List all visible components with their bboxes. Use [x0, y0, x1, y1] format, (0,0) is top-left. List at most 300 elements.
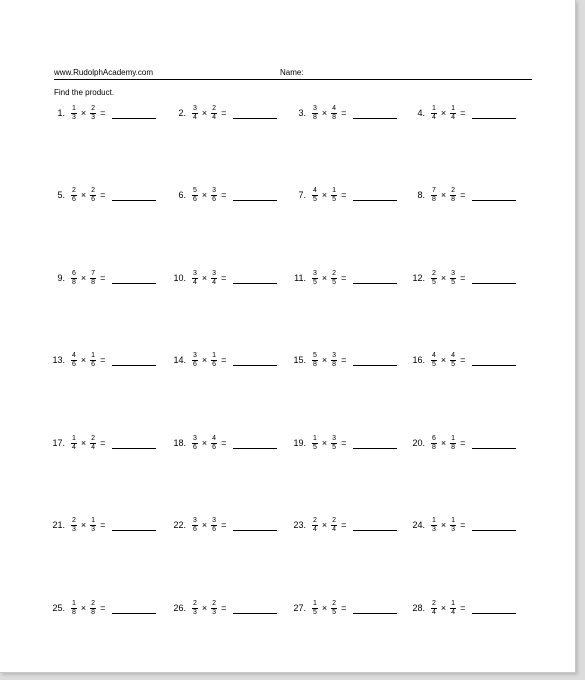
- fraction-b: [331, 600, 337, 617]
- problem-item: [400, 512, 516, 538]
- fraction-b: [450, 270, 456, 287]
- fraction-b: [450, 600, 456, 617]
- denominator: 3: [451, 525, 456, 533]
- fraction-b: [450, 187, 456, 204]
- answer-blank[interactable]: [353, 190, 397, 201]
- fraction-a: [192, 187, 198, 204]
- problem-item: [400, 430, 516, 456]
- denominator: 8: [451, 443, 456, 451]
- numerator: 3: [212, 516, 217, 524]
- numerator: 1: [451, 104, 456, 112]
- denominator: 6: [212, 195, 217, 203]
- equals-sign: =: [221, 355, 227, 365]
- equals-sign: =: [100, 190, 106, 200]
- fraction-a: [431, 270, 437, 287]
- answer-blank[interactable]: [472, 273, 516, 284]
- fraction-b: [450, 105, 456, 122]
- denominator: 6: [72, 360, 76, 368]
- problem-item: [281, 595, 397, 621]
- numerator: 2: [91, 434, 96, 442]
- answer-blank[interactable]: [353, 603, 397, 614]
- numerator: 3: [193, 104, 197, 112]
- problem-item: [161, 595, 277, 621]
- fraction-a: [192, 352, 198, 369]
- denominator: 8: [451, 195, 456, 203]
- problem-number: 17.: [52, 438, 65, 448]
- denominator: 5: [313, 278, 317, 286]
- answer-blank[interactable]: [353, 355, 397, 366]
- times-sign: ×: [440, 438, 447, 448]
- denominator: 8: [313, 113, 317, 121]
- times-sign: ×: [321, 190, 328, 200]
- equals-sign: =: [460, 438, 466, 448]
- equals-sign: =: [221, 603, 227, 613]
- times-sign: ×: [201, 108, 208, 118]
- times-sign: ×: [440, 108, 447, 118]
- problem-grid: [40, 100, 540, 620]
- problem-number: 7.: [298, 190, 306, 200]
- fraction-a: [71, 517, 77, 534]
- equals-sign: =: [341, 273, 347, 283]
- fraction-a: [192, 105, 198, 122]
- denominator: 4: [332, 525, 337, 533]
- numerator: 2: [193, 599, 197, 607]
- numerator: 3: [212, 186, 217, 194]
- numerator: 1: [332, 186, 337, 194]
- denominator: 4: [432, 608, 436, 616]
- equals-sign: =: [460, 273, 466, 283]
- denominator: 8: [72, 278, 76, 286]
- denominator: 5: [332, 278, 337, 286]
- answer-blank[interactable]: [233, 108, 277, 119]
- equals-sign: =: [460, 355, 466, 365]
- denominator: 4: [432, 113, 436, 121]
- times-sign: ×: [321, 520, 328, 530]
- answer-blank[interactable]: [233, 190, 277, 201]
- denominator: 5: [451, 278, 456, 286]
- header-rule: [54, 79, 532, 80]
- problem-item: [40, 595, 156, 621]
- denominator: 4: [451, 113, 456, 121]
- numerator: 2: [91, 186, 96, 194]
- fraction-a: [192, 270, 198, 287]
- numerator: 1: [91, 516, 96, 524]
- fraction-b: [211, 435, 217, 452]
- answer-blank[interactable]: [472, 603, 516, 614]
- numerator: 2: [432, 269, 436, 277]
- problem-item: [400, 347, 516, 373]
- answer-blank[interactable]: [353, 520, 397, 531]
- fraction-b: [211, 270, 217, 287]
- numerator: 4: [432, 351, 436, 359]
- equals-sign: =: [341, 520, 347, 530]
- denominator: 6: [91, 195, 96, 203]
- times-sign: ×: [440, 355, 447, 365]
- fraction-a: [312, 517, 318, 534]
- numerator: 3: [451, 269, 456, 277]
- fraction-a: [431, 187, 437, 204]
- numerator: 2: [72, 516, 76, 524]
- times-sign: ×: [321, 438, 328, 448]
- numerator: 1: [432, 516, 436, 524]
- equals-sign: =: [100, 355, 106, 365]
- denominator: 5: [432, 278, 436, 286]
- fraction-b: [450, 435, 456, 452]
- fraction-b: [90, 517, 96, 534]
- fraction-b: [450, 352, 456, 369]
- problem-item: [161, 100, 277, 126]
- denominator: 4: [451, 608, 456, 616]
- denominator: 6: [91, 360, 96, 368]
- equals-sign: =: [100, 273, 106, 283]
- problem-number: 6.: [178, 190, 186, 200]
- fraction-b: [331, 270, 337, 287]
- denominator: 3: [193, 608, 197, 616]
- times-sign: ×: [80, 520, 87, 530]
- fraction-b: [211, 600, 217, 617]
- fraction-a: [71, 270, 77, 287]
- denominator: 6: [193, 195, 197, 203]
- numerator: 3: [193, 351, 197, 359]
- fraction-b: [90, 352, 96, 369]
- problem-number: 10.: [173, 273, 186, 283]
- fraction-b: [90, 600, 96, 617]
- denominator: 8: [332, 113, 337, 121]
- numerator: 3: [193, 434, 197, 442]
- numerator: 7: [91, 269, 96, 277]
- times-sign: ×: [321, 603, 328, 613]
- times-sign: ×: [201, 355, 208, 365]
- denominator: 3: [432, 525, 436, 533]
- times-sign: ×: [201, 520, 208, 530]
- problem-number: 21.: [52, 520, 65, 530]
- fraction-b: [90, 105, 96, 122]
- equals-sign: =: [221, 520, 227, 530]
- problem-number: 11.: [294, 273, 306, 283]
- numerator: 2: [332, 599, 337, 607]
- problem-item: [161, 347, 277, 373]
- denominator: 3: [212, 608, 217, 616]
- fraction-a: [312, 352, 318, 369]
- numerator: 1: [451, 434, 456, 442]
- denominator: 3: [72, 525, 76, 533]
- answer-blank[interactable]: [472, 520, 516, 531]
- answer-blank[interactable]: [112, 108, 156, 119]
- numerator: 3: [193, 516, 197, 524]
- times-sign: ×: [440, 520, 447, 530]
- fraction-a: [312, 270, 318, 287]
- problem-number: 15.: [293, 355, 306, 365]
- denominator: 8: [432, 443, 436, 451]
- equals-sign: =: [460, 603, 466, 613]
- problem-item: [161, 265, 277, 291]
- fraction-b: [90, 187, 96, 204]
- equals-sign: =: [221, 108, 227, 118]
- answer-blank[interactable]: [112, 355, 156, 366]
- answer-blank[interactable]: [353, 108, 397, 119]
- answer-blank[interactable]: [472, 190, 516, 201]
- problem-item: [40, 347, 156, 373]
- denominator: 6: [193, 360, 197, 368]
- numerator: 2: [332, 516, 337, 524]
- numerator: 4: [212, 434, 217, 442]
- numerator: 2: [91, 104, 96, 112]
- answer-blank[interactable]: [112, 520, 156, 531]
- equals-sign: =: [341, 190, 347, 200]
- denominator: 4: [212, 113, 217, 121]
- numerator: 2: [212, 599, 217, 607]
- problem-item: [40, 100, 156, 126]
- denominator: 4: [193, 278, 197, 286]
- fraction-b: [90, 435, 96, 452]
- equals-sign: =: [341, 603, 347, 613]
- numerator: 4: [72, 351, 76, 359]
- denominator: 8: [91, 278, 96, 286]
- problem-number: 2.: [178, 108, 186, 118]
- denominator: 5: [313, 195, 317, 203]
- problem-item: [281, 182, 397, 208]
- numerator: 2: [432, 599, 436, 607]
- denominator: 3: [72, 113, 76, 121]
- answer-blank[interactable]: [233, 603, 277, 614]
- fraction-a: [312, 187, 318, 204]
- fraction-a: [312, 600, 318, 617]
- answer-blank[interactable]: [112, 603, 156, 614]
- times-sign: ×: [321, 108, 328, 118]
- problem-item: [40, 182, 156, 208]
- fraction-a: [431, 105, 437, 122]
- times-sign: ×: [201, 438, 208, 448]
- fraction-b: [331, 517, 337, 534]
- denominator: 6: [193, 525, 197, 533]
- numerator: 5: [313, 351, 317, 359]
- fraction-a: [71, 352, 77, 369]
- answer-blank[interactable]: [472, 108, 516, 119]
- denominator: 4: [212, 278, 217, 286]
- site-url: www.RudolphAcademy.com: [54, 68, 154, 77]
- numerator: 2: [332, 269, 337, 277]
- fraction-a: [192, 435, 198, 452]
- answer-blank[interactable]: [233, 520, 277, 531]
- denominator: 4: [91, 443, 96, 451]
- numerator: 3: [332, 434, 337, 442]
- times-sign: ×: [80, 273, 87, 283]
- numerator: 1: [72, 599, 76, 607]
- fraction-a: [431, 517, 437, 534]
- numerator: 1: [212, 351, 217, 359]
- answer-blank[interactable]: [353, 438, 397, 449]
- problem-item: [400, 100, 516, 126]
- problem-number: 22.: [173, 520, 186, 530]
- times-sign: ×: [440, 603, 447, 613]
- fraction-b: [211, 352, 217, 369]
- problem-item: [400, 265, 516, 291]
- answer-blank[interactable]: [233, 273, 277, 284]
- problem-number: 4.: [417, 108, 425, 118]
- problem-number: 14.: [173, 355, 186, 365]
- problem-item: [281, 347, 397, 373]
- times-sign: ×: [321, 273, 328, 283]
- problem-item: [281, 265, 397, 291]
- answer-blank[interactable]: [112, 190, 156, 201]
- answer-blank[interactable]: [112, 273, 156, 284]
- numerator: 1: [451, 516, 456, 524]
- times-sign: ×: [440, 190, 447, 200]
- problem-item: [161, 430, 277, 456]
- numerator: 5: [193, 186, 197, 194]
- denominator: 8: [332, 360, 337, 368]
- numerator: 7: [432, 186, 436, 194]
- numerator: 2: [451, 186, 456, 194]
- denominator: 5: [451, 360, 456, 368]
- denominator: 4: [313, 525, 317, 533]
- numerator: 6: [432, 434, 436, 442]
- fraction-b: [211, 517, 217, 534]
- problem-item: [161, 182, 277, 208]
- equals-sign: =: [221, 438, 227, 448]
- fraction-b: [211, 187, 217, 204]
- fraction-b: [331, 105, 337, 122]
- denominator: 5: [313, 443, 317, 451]
- problem-number: 12.: [412, 273, 425, 283]
- numerator: 3: [193, 269, 197, 277]
- problem-number: 25.: [52, 603, 65, 613]
- fraction-a: [312, 435, 318, 452]
- answer-blank[interactable]: [472, 438, 516, 449]
- answer-blank[interactable]: [233, 355, 277, 366]
- problem-number: 26.: [173, 603, 186, 613]
- denominator: 8: [313, 360, 317, 368]
- problem-item: [281, 430, 397, 456]
- denominator: 8: [91, 608, 96, 616]
- numerator: 1: [451, 599, 456, 607]
- times-sign: ×: [80, 355, 87, 365]
- numerator: 1: [91, 351, 96, 359]
- fraction-a: [431, 435, 437, 452]
- fraction-a: [71, 105, 77, 122]
- problem-number: 1.: [57, 108, 65, 118]
- denominator: 5: [332, 443, 337, 451]
- equals-sign: =: [341, 438, 347, 448]
- denominator: 5: [313, 608, 317, 616]
- numerator: 2: [72, 186, 76, 194]
- denominator: 6: [212, 443, 217, 451]
- problem-number: 5.: [57, 190, 65, 200]
- fraction-a: [431, 352, 437, 369]
- equals-sign: =: [341, 355, 347, 365]
- denominator: 8: [432, 195, 436, 203]
- problem-number: 20.: [412, 438, 425, 448]
- problem-item: [40, 430, 156, 456]
- denominator: 6: [212, 525, 217, 533]
- denominator: 5: [332, 195, 337, 203]
- problem-number: 9.: [57, 273, 65, 283]
- fraction-b: [211, 105, 217, 122]
- times-sign: ×: [80, 108, 87, 118]
- numerator: 1: [432, 104, 436, 112]
- times-sign: ×: [80, 438, 87, 448]
- denominator: 4: [72, 443, 76, 451]
- problem-number: 28.: [412, 603, 425, 613]
- numerator: 1: [313, 599, 317, 607]
- problem-number: 8.: [417, 190, 425, 200]
- problem-number: 19.: [293, 438, 306, 448]
- problem-item: [40, 512, 156, 538]
- equals-sign: =: [221, 190, 227, 200]
- fraction-b: [450, 517, 456, 534]
- problem-number: 27.: [293, 603, 306, 613]
- denominator: 5: [332, 608, 337, 616]
- numerator: 3: [313, 104, 317, 112]
- fraction-a: [192, 600, 198, 617]
- fraction-a: [192, 517, 198, 534]
- numerator: 2: [212, 104, 217, 112]
- equals-sign: =: [460, 190, 466, 200]
- problem-number: 23.: [293, 520, 306, 530]
- answer-blank[interactable]: [472, 355, 516, 366]
- times-sign: ×: [201, 603, 208, 613]
- numerator: 3: [332, 351, 337, 359]
- times-sign: ×: [80, 603, 87, 613]
- denominator: 6: [212, 360, 217, 368]
- times-sign: ×: [80, 190, 87, 200]
- numerator: 4: [451, 351, 456, 359]
- denominator: 6: [72, 195, 76, 203]
- fraction-a: [312, 105, 318, 122]
- problem-number: 3.: [298, 108, 306, 118]
- times-sign: ×: [201, 273, 208, 283]
- numerator: 1: [313, 434, 317, 442]
- numerator: 4: [332, 104, 337, 112]
- problem-number: 16.: [412, 355, 425, 365]
- fraction-b: [90, 270, 96, 287]
- answer-blank[interactable]: [112, 438, 156, 449]
- fraction-b: [331, 352, 337, 369]
- fraction-a: [71, 435, 77, 452]
- problem-item: [161, 512, 277, 538]
- times-sign: ×: [440, 273, 447, 283]
- numerator: 1: [72, 434, 76, 442]
- denominator: 5: [432, 360, 436, 368]
- problem-number: 18.: [173, 438, 186, 448]
- instructions: Find the product.: [54, 88, 115, 97]
- numerator: 4: [313, 186, 317, 194]
- denominator: 4: [193, 113, 197, 121]
- numerator: 2: [313, 516, 317, 524]
- answer-blank[interactable]: [353, 273, 397, 284]
- fraction-a: [71, 187, 77, 204]
- problem-item: [400, 182, 516, 208]
- equals-sign: =: [100, 603, 106, 613]
- equals-sign: =: [100, 108, 106, 118]
- answer-blank[interactable]: [233, 438, 277, 449]
- problem-number: 24.: [412, 520, 425, 530]
- fraction-b: [331, 187, 337, 204]
- numerator: 1: [72, 104, 76, 112]
- equals-sign: =: [460, 520, 466, 530]
- denominator: 3: [91, 113, 96, 121]
- equals-sign: =: [341, 108, 347, 118]
- denominator: 3: [91, 525, 96, 533]
- problem-item: [40, 265, 156, 291]
- name-label: Name:: [280, 68, 304, 77]
- numerator: 6: [72, 269, 76, 277]
- numerator: 3: [313, 269, 317, 277]
- problem-item: [281, 512, 397, 538]
- numerator: 2: [91, 599, 96, 607]
- equals-sign: =: [100, 438, 106, 448]
- equals-sign: =: [460, 108, 466, 118]
